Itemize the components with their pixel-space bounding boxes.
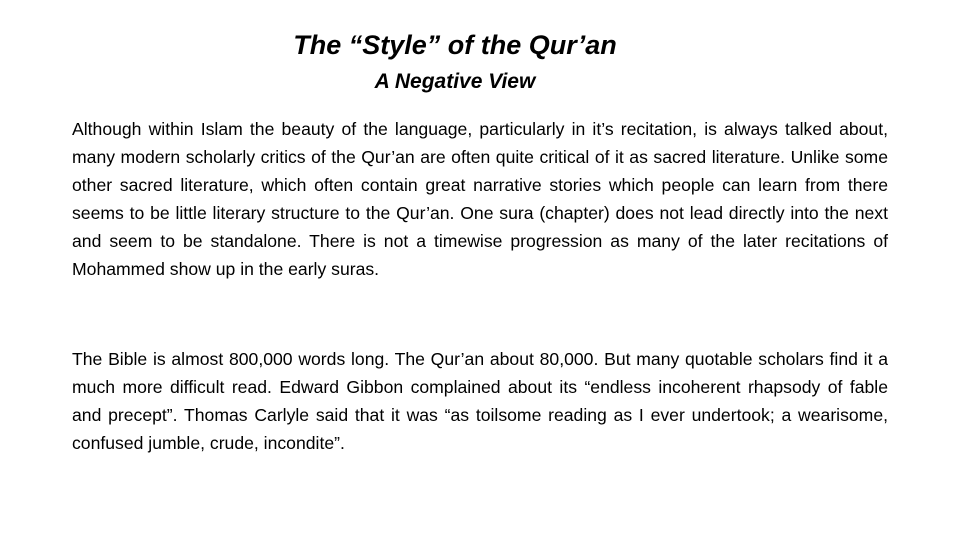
body-paragraph-2: The Bible is almost 800,000 words long. The Qur’an about 80,000. But many quotable scholars find it a much more difficult read. Edward Gibbon complained about its “endless incoherent rhapsody of fable and precept”. Thomas Carlyle said that it was “as toilsome reading as I ever undertook; a wearisome, confused jumble, crude, incondite”. bbox=[72, 349, 888, 453]
body-paragraph-1: Although within Islam the beauty of the language, particularly in it’s recitation, is always talked about, many modern scholarly critics of the Qur’an are often quite critical of it as sacred literature. Unlike some other sacred literature, which often contain great narrative stories which people can learn from there seems to be little literary structure to the Qur’an. One sura (chapter) does not lead directly into the next and seem to be standalone. There is not a timewise progression as many of the later recitations of Mohammed show up in the early suras. bbox=[72, 119, 888, 279]
slide-subtitle: A Negative View bbox=[374, 70, 536, 93]
slide-title: The “Style” of the Qur’an bbox=[293, 30, 617, 60]
